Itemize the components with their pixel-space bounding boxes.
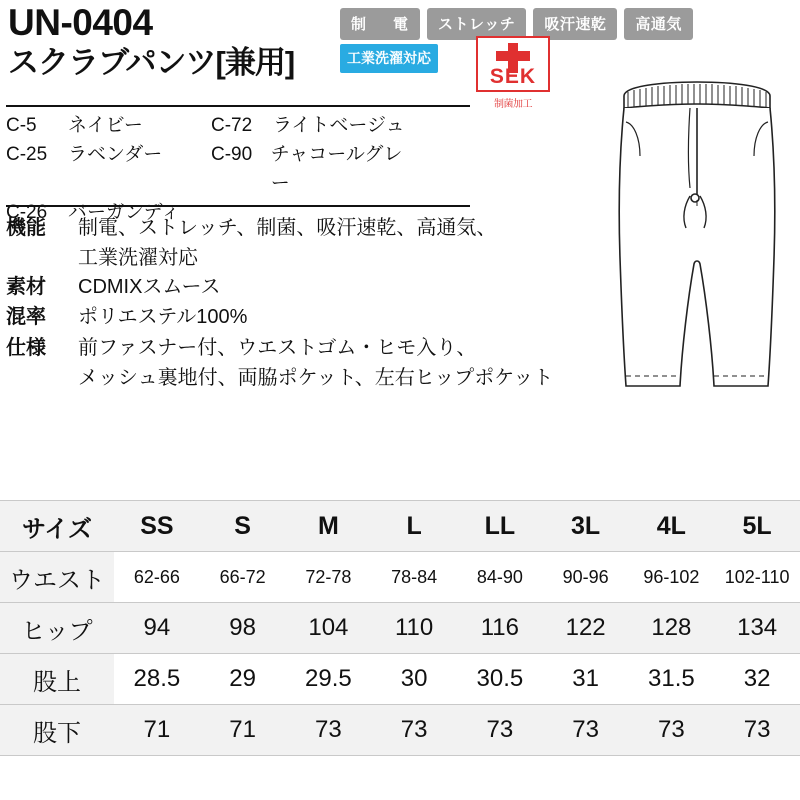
table-header-row: [0, 501, 800, 552]
divider-bottom: [6, 205, 470, 207]
feature-tag-quickdry: 吸汗速乾: [533, 8, 617, 40]
cell-waist-m: 72-78: [286, 552, 372, 603]
cell-inseam-ll: 73: [457, 705, 543, 756]
color-name: ネイビー: [68, 115, 143, 136]
table-row: [0, 603, 800, 654]
cell-rise-4l: 31.5: [629, 654, 715, 705]
color-item: [211, 141, 416, 199]
product-name: スクラブパンツ[兼用]: [8, 44, 295, 80]
spec-value-detail-cont: メッシュ裏地付、両脇ポケット、左右ヒップポケット: [78, 366, 554, 389]
spec-label: 素材: [6, 275, 46, 298]
sek-mark-caption: 制菌加工: [494, 99, 532, 110]
feature-tag-stretch: ストレッチ: [427, 8, 526, 40]
pants-illustration: [602, 78, 792, 408]
cell-rise-l: 30: [371, 654, 457, 705]
row-label-waist: ウエスト: [0, 552, 114, 603]
size-header-ss: SS: [114, 501, 200, 552]
spec-label: 機能: [6, 217, 46, 239]
color-code: C-25: [6, 143, 48, 165]
divider-top: [6, 105, 470, 107]
color-row: [6, 112, 476, 141]
pants-diagram-icon: [602, 78, 792, 408]
cell-waist-s: 66-72: [200, 552, 286, 603]
size-table: [0, 500, 800, 756]
cell-waist-ll: 84-90: [457, 552, 543, 603]
spec-value: 制電、ストレッチ、制菌、吸汗速乾、高通気、: [78, 217, 497, 239]
cell-hip-l: 110: [371, 603, 457, 654]
cell-inseam-3l: 73: [543, 705, 629, 756]
size-table-section: [0, 500, 800, 800]
cell-waist-4l: 96-102: [629, 552, 715, 603]
cell-rise-ll: 30.5: [457, 654, 543, 705]
cell-waist-5l: 102-110: [714, 552, 800, 603]
color-item: [211, 112, 416, 141]
size-header-l: L: [371, 501, 457, 552]
color-name: ライトベージュ: [273, 115, 405, 136]
size-header-ll: LL: [457, 501, 543, 552]
cell-waist-l: 78-84: [371, 552, 457, 603]
cell-hip-m: 104: [286, 603, 372, 654]
cell-hip-ll: 116: [457, 603, 543, 654]
cell-hip-5l: 134: [714, 603, 800, 654]
cell-rise-5l: 32: [714, 654, 800, 705]
color-row: [6, 141, 476, 199]
color-code: C-5: [6, 115, 37, 136]
cross-icon-bar: [496, 51, 530, 61]
spec-value: CDMIXスムース: [78, 275, 221, 298]
color-name: チャコールグレー: [270, 143, 403, 194]
cell-inseam-5l: 73: [714, 705, 800, 756]
cell-hip-s: 98: [200, 603, 286, 654]
color-item: [6, 112, 211, 141]
color-item: [6, 141, 211, 199]
feature-tag-industrial-wash: 工業洗濯対応: [340, 44, 438, 73]
cell-hip-3l: 122: [543, 603, 629, 654]
cell-inseam-ss: 71: [114, 705, 200, 756]
spec-value: ポリエステル100%: [78, 306, 248, 329]
cell-rise-3l: 31: [543, 654, 629, 705]
cell-hip-ss: 94: [114, 603, 200, 654]
cell-inseam-l: 73: [371, 705, 457, 756]
sek-mark-letters: SEK: [489, 65, 537, 88]
color-code: C-72: [211, 115, 253, 136]
cell-waist-ss: 62-66: [114, 552, 200, 603]
cell-inseam-s: 71: [200, 705, 286, 756]
spec-value-function-cont: 工業洗濯対応: [78, 247, 198, 270]
size-header-4l: 4L: [629, 501, 715, 552]
size-header-3l: 3L: [543, 501, 629, 552]
row-label-inseam: 股下: [0, 705, 114, 756]
cell-inseam-4l: 73: [629, 705, 715, 756]
size-header-label: サイズ: [0, 501, 114, 552]
size-header-5l: 5L: [714, 501, 800, 552]
cell-inseam-m: 73: [286, 705, 372, 756]
cell-rise-s: 29: [200, 654, 286, 705]
table-row: [0, 552, 800, 603]
color-code: C-90: [211, 143, 253, 165]
color-name: バーガンディ: [68, 201, 181, 223]
spec-label: 混率: [6, 306, 46, 329]
product-code: UN-0404: [8, 2, 153, 43]
table-row: [0, 705, 800, 756]
row-label-rise: 股上: [0, 654, 114, 705]
cell-waist-3l: 90-96: [543, 552, 629, 603]
color-list: [6, 112, 476, 228]
color-name: ラベンダー: [68, 143, 163, 165]
cell-rise-m: 29.5: [286, 654, 372, 705]
spec-value: 前ファスナー付、ウエストゴム・ヒモ入り、: [78, 336, 477, 359]
feature-tag-antistatic: 制 電: [340, 8, 420, 40]
color-code: C-26: [6, 201, 48, 223]
size-header-s: S: [200, 501, 286, 552]
cell-hip-4l: 128: [629, 603, 715, 654]
size-header-m: M: [286, 501, 372, 552]
row-label-hip: ヒップ: [0, 603, 114, 654]
feature-tag-breathable: 高通気: [624, 8, 693, 40]
sek-mark-box: [476, 36, 550, 92]
table-row: [0, 654, 800, 705]
spec-label: 仕様: [6, 336, 46, 359]
cell-rise-ss: 28.5: [114, 654, 200, 705]
sek-mark: [470, 36, 556, 110]
